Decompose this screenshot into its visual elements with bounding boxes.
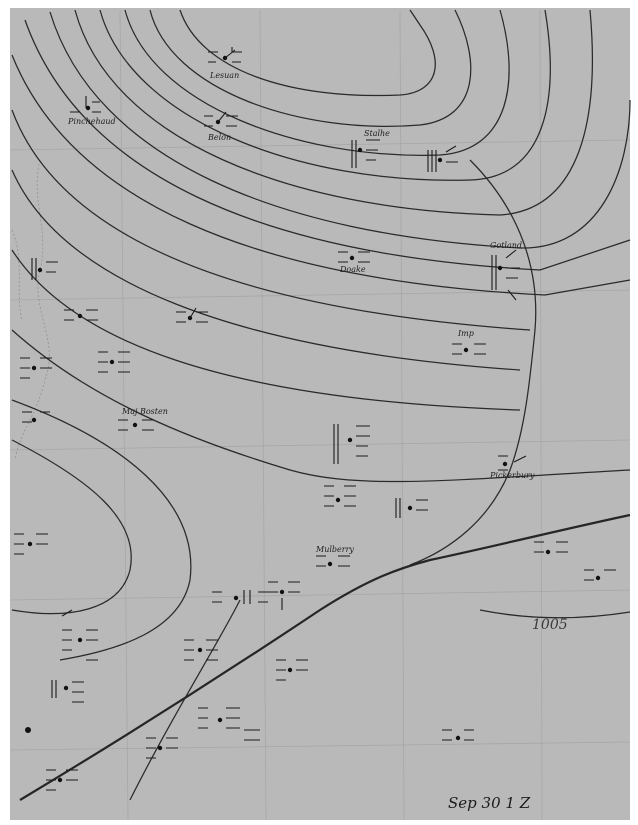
station-dot — [280, 590, 284, 594]
station-dot — [32, 418, 36, 422]
station-dot — [64, 686, 68, 690]
station-dot — [408, 506, 412, 510]
station-dot — [464, 348, 468, 352]
station-plot — [25, 727, 31, 733]
station-dot — [218, 718, 222, 722]
station-dot — [38, 268, 42, 272]
station-dot — [234, 596, 238, 600]
station-dot — [78, 638, 82, 642]
station-label: Lesuan — [210, 71, 240, 80]
station-dot — [288, 668, 292, 672]
station-dot — [133, 423, 137, 427]
station-dot — [328, 562, 332, 566]
station-label: Stalhe — [364, 129, 390, 138]
station-dot — [110, 360, 114, 364]
station-label: Pickerbury — [490, 471, 535, 480]
station-dot — [336, 498, 340, 502]
station-dot — [596, 576, 600, 580]
station-label: Gotland — [490, 241, 523, 250]
station-dot — [25, 727, 31, 733]
isobar-value-label: 1005 — [532, 617, 568, 633]
station-dot — [546, 550, 550, 554]
station-label: Pinchehaud — [68, 117, 116, 126]
station-dot — [32, 366, 36, 370]
station-label: Mulberry — [316, 545, 354, 554]
date-time-note: Sep 30 1 Z — [448, 794, 531, 812]
station-dot — [350, 256, 354, 260]
station-dot — [78, 314, 82, 318]
station-label: Maj Bosten — [122, 407, 168, 416]
station-dot — [198, 648, 202, 652]
station-dot — [498, 266, 502, 270]
station-dot — [503, 462, 507, 466]
station-dot — [28, 542, 32, 546]
station-dot — [58, 778, 62, 782]
station-dot — [348, 438, 352, 442]
station-label: Imp — [458, 329, 474, 338]
station-dot — [158, 746, 162, 750]
station-dot — [358, 148, 362, 152]
station-label: Belon — [208, 133, 232, 142]
station-dot — [456, 736, 460, 740]
paper-background — [10, 8, 630, 820]
station-label: Doake — [340, 265, 366, 274]
station-dot — [438, 158, 442, 162]
